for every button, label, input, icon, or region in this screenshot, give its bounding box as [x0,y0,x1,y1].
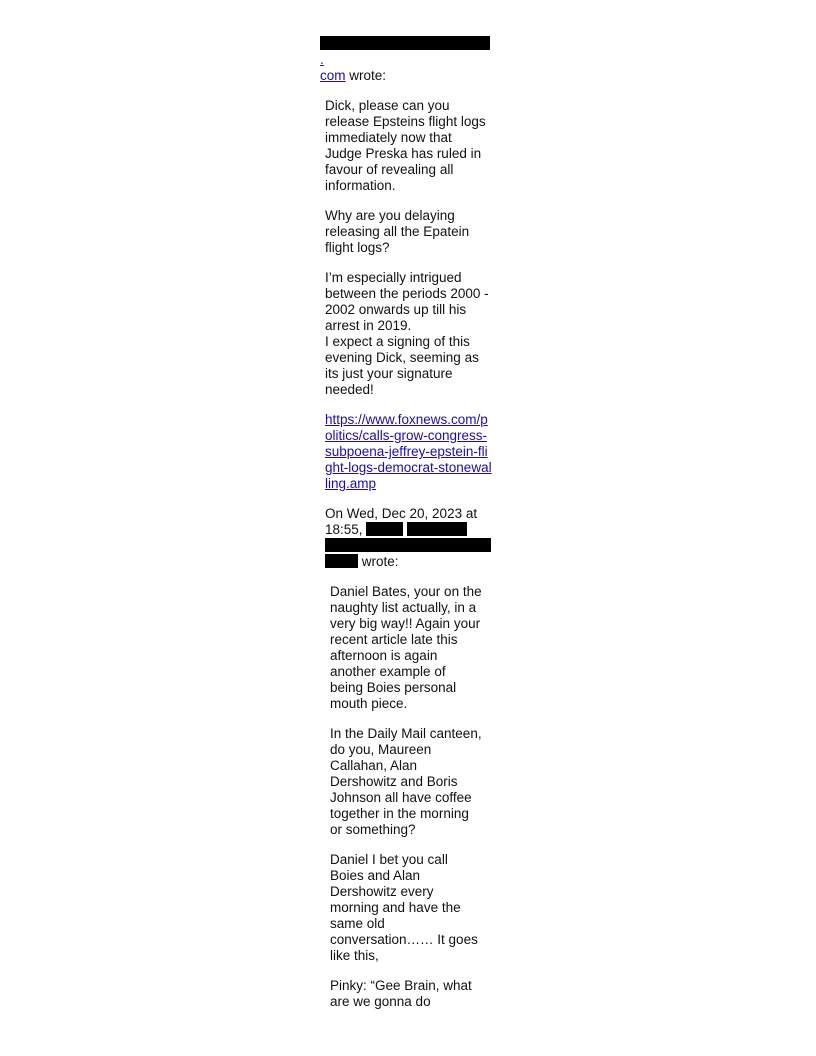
quote-wrote-label: wrote: [358,554,399,569]
quote-header-date: On Wed, Dec 20, 2023 at 18:55, [325,506,478,537]
wrote-label: wrote: [345,68,387,83]
sender-wrote-line [320,68,492,84]
message-paragraph: Why are you delaying releasing all the Epatein flight logs? [325,208,470,255]
message-paragraph: Dick, please can you release Epsteins flight logs immediately now that Judge Preska has ruled in favour of revealing all information. [325,98,486,193]
message-paragraph: Daniel I bet you call Boies and Alan Dershowitz every morning and have the same old conversation…… It goes like this, [330,852,478,963]
redacted-email [320,36,490,50]
sender-email-line [320,36,492,68]
redacted-email-tail [325,554,358,568]
message-paragraph: I expect a signing of this evening Dick, seeming as its just your signature needed! [325,334,479,397]
quote-header [325,506,492,570]
redacted-name-2 [407,522,467,536]
redacted-email-block [325,538,491,552]
quoted-message-1 [325,98,492,1010]
message-paragraph: Pinky: “Gee Brain, what are we gonna do [330,978,472,1009]
redacted-name-1 [366,522,403,536]
email-thread [320,36,492,1024]
message-paragraph: I’m especially intrigued between the periods 2000 - 2002 onwards up till his arrest in 2019. [325,270,489,333]
sender-email-link-domain[interactable]: com [320,68,346,83]
message-paragraph: In the Daily Mail canteen, do you, Maureen Callahan, Alan Dershowitz and Boris Johnson all have coffee together in the morning or something? [330,726,482,837]
article-link[interactable]: https://www.foxnews.com/politics/calls-grow-congress-subpoena-jeffrey-epstein-flight-logs-democrat-stonewalling.amp [325,412,492,491]
message-paragraph: Daniel Bates, your on the naughty list actually, in a very big way!! Again your recent article late this afternoon is again another example of being Boies personal mouth piece. [330,584,482,711]
article-link-paragraph [325,412,492,492]
quoted-message-2 [330,584,482,1010]
sender-email-link-tail[interactable]: . [320,52,324,67]
sender-header [320,36,492,84]
